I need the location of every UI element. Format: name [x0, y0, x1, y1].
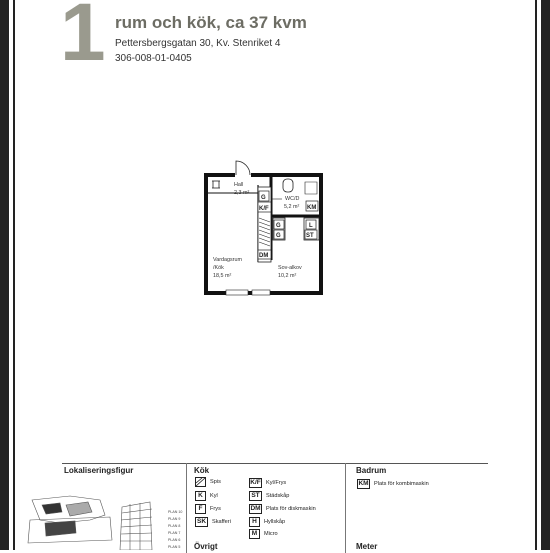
- legend-label: Frys: [210, 506, 221, 512]
- room-count: 1: [60, 0, 106, 78]
- shower-icon: [305, 182, 317, 194]
- stove-icon: [195, 477, 206, 487]
- kitchen-legend-title: Kök: [194, 466, 210, 475]
- legend-label: Plats för kombimaskin: [374, 481, 429, 487]
- meter-legend-title: Meter: [356, 542, 378, 551]
- apartment-title: rum och kök, ca 37 kvm: [115, 13, 307, 32]
- symbol-km: KM: [307, 205, 317, 211]
- legend-column-divider: [186, 463, 187, 553]
- entry-opening: [235, 172, 251, 178]
- legend-key: K/F: [250, 479, 261, 486]
- legend-label: Micro: [264, 531, 278, 537]
- locator-sketch: [28, 496, 152, 550]
- legend-item: [195, 504, 221, 514]
- toilet-icon: [283, 179, 293, 192]
- locator-title: Lokaliseringsfigur: [64, 466, 134, 475]
- legend-key: ST: [249, 491, 262, 501]
- legend-column-divider: [345, 463, 346, 553]
- legend-key: SK: [196, 518, 207, 525]
- living-label: Vardagsrum: [213, 257, 242, 263]
- hall-label: Hall: [234, 182, 244, 188]
- symbol-dm: DM: [259, 253, 269, 259]
- legend-label: Hyllskåp: [264, 519, 286, 525]
- legend-key: K: [195, 491, 206, 501]
- legend-key: M: [249, 529, 260, 539]
- address: Pettersbergsgatan 30, Kv. Stenriket 4: [115, 38, 281, 49]
- floor-label: PLAN 9: [168, 517, 181, 521]
- legend-item: [249, 478, 286, 488]
- coat-rack-icon: [212, 181, 220, 188]
- wc-area: 5,2 m²: [284, 204, 300, 210]
- legend-key: H: [249, 517, 260, 527]
- bath-legend-title: Badrum: [356, 466, 387, 475]
- symbol-st: ST: [306, 233, 314, 239]
- symbol-g2: G: [276, 223, 281, 229]
- living-sub: /Kök: [213, 265, 224, 271]
- symbol-g3: G: [276, 233, 281, 239]
- legend-divider: [62, 463, 488, 464]
- symbol-kf: K/F: [259, 206, 269, 212]
- other-legend-title: Övrigt: [194, 542, 218, 551]
- floor-label: PLAN 5: [168, 545, 181, 549]
- legend-item: [249, 504, 316, 514]
- floor-label: PLAN 7: [168, 531, 181, 535]
- legend-key: DM: [250, 505, 261, 512]
- legend-label: Städskåp: [266, 493, 290, 499]
- window-living: [226, 290, 248, 295]
- legend-key: F: [195, 504, 206, 514]
- legend-label: Plats för diskmaskin: [266, 506, 316, 512]
- legend-item-stove: [195, 477, 221, 487]
- alcove-area: 10,2 m²: [278, 273, 297, 279]
- legend-key: KM: [358, 480, 369, 487]
- living-area: 18,5 m²: [213, 273, 232, 279]
- legend-label: Kyl/Frys: [266, 480, 287, 486]
- wc-label: WC/D: [285, 196, 300, 202]
- hall-area: 2,3 m²: [234, 190, 250, 196]
- legend-item: [249, 517, 285, 527]
- object-code: 306-008-01-0405: [115, 53, 192, 64]
- floor-label: PLAN 10: [168, 510, 183, 514]
- balcony-door: [252, 290, 270, 295]
- floor-label: PLAN 6: [168, 538, 181, 542]
- alcove-label: Sov-alkov: [278, 265, 302, 271]
- legend-item: [195, 491, 218, 501]
- legend-item: [249, 529, 278, 539]
- floor-label: PLAN 8: [168, 524, 181, 528]
- legend-item: [357, 479, 429, 489]
- symbol-l: L: [309, 223, 313, 229]
- legend-item: [195, 517, 231, 527]
- legend-label: Skafferi: [212, 519, 231, 525]
- symbol-g1: G: [261, 195, 266, 201]
- legend-label: Kyl: [210, 493, 218, 499]
- legend-label: Spis: [210, 479, 221, 485]
- legend-item: [249, 491, 289, 501]
